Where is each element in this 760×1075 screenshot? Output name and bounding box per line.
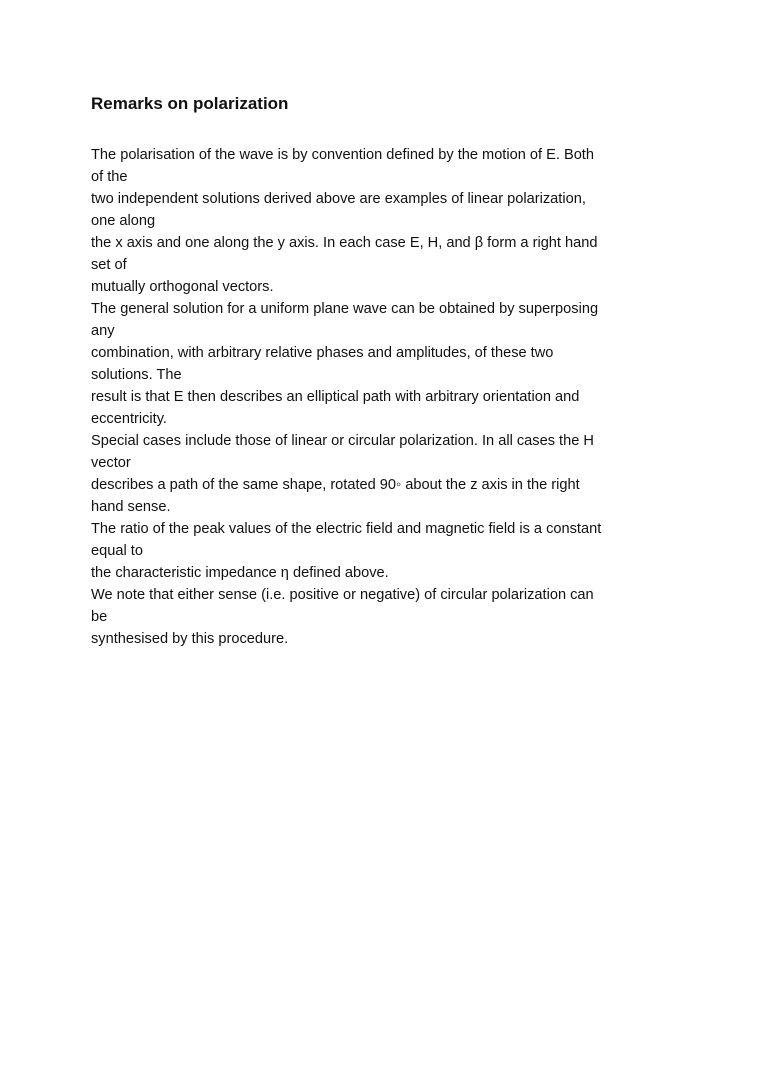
text-line: of the bbox=[91, 169, 128, 185]
section-heading: Remarks on polarization bbox=[91, 94, 289, 113]
text-line: solutions. The bbox=[91, 367, 182, 383]
body-paragraphs bbox=[91, 144, 691, 650]
text-line: the x axis and one along the y axis. In each case E, H, and β form a right hand bbox=[91, 235, 598, 251]
text-line: We note that either sense (i.e. positive or negative) of circular polarization can bbox=[91, 587, 594, 603]
text-line: The general solution for a uniform plane wave can be obtained by superposing bbox=[91, 301, 599, 317]
text-line: The polarisation of the wave is by convention defined by the motion of E. Both bbox=[91, 147, 594, 163]
text-line: hand sense. bbox=[91, 499, 171, 515]
text-line: eccentricity. bbox=[91, 411, 167, 427]
text-line: synthesised by this procedure. bbox=[91, 631, 289, 647]
text-line: the characteristic impedance η defined above. bbox=[91, 565, 389, 581]
text-line: result is that E then describes an elliptical path with arbitrary orientation and bbox=[91, 389, 580, 405]
text-line: describes a path of the same shape, rotated 90◦ about the z axis in the right bbox=[91, 477, 580, 493]
text-line: one along bbox=[91, 213, 156, 229]
text-line: mutually orthogonal vectors. bbox=[91, 279, 274, 295]
text-line: The ratio of the peak values of the electric field and magnetic field is a constant bbox=[91, 521, 602, 537]
text-line: any bbox=[91, 323, 115, 339]
text-line: vector bbox=[91, 455, 131, 471]
text-line: set of bbox=[91, 257, 127, 273]
text-line: be bbox=[91, 609, 108, 625]
text-line: two independent solutions derived above are examples of linear polarization, bbox=[91, 191, 586, 207]
text-line: equal to bbox=[91, 543, 143, 559]
text-line: combination, with arbitrary relative phases and amplitudes, of these two bbox=[91, 345, 554, 361]
text-line: Special cases include those of linear or circular polarization. In all cases the H bbox=[91, 433, 594, 449]
